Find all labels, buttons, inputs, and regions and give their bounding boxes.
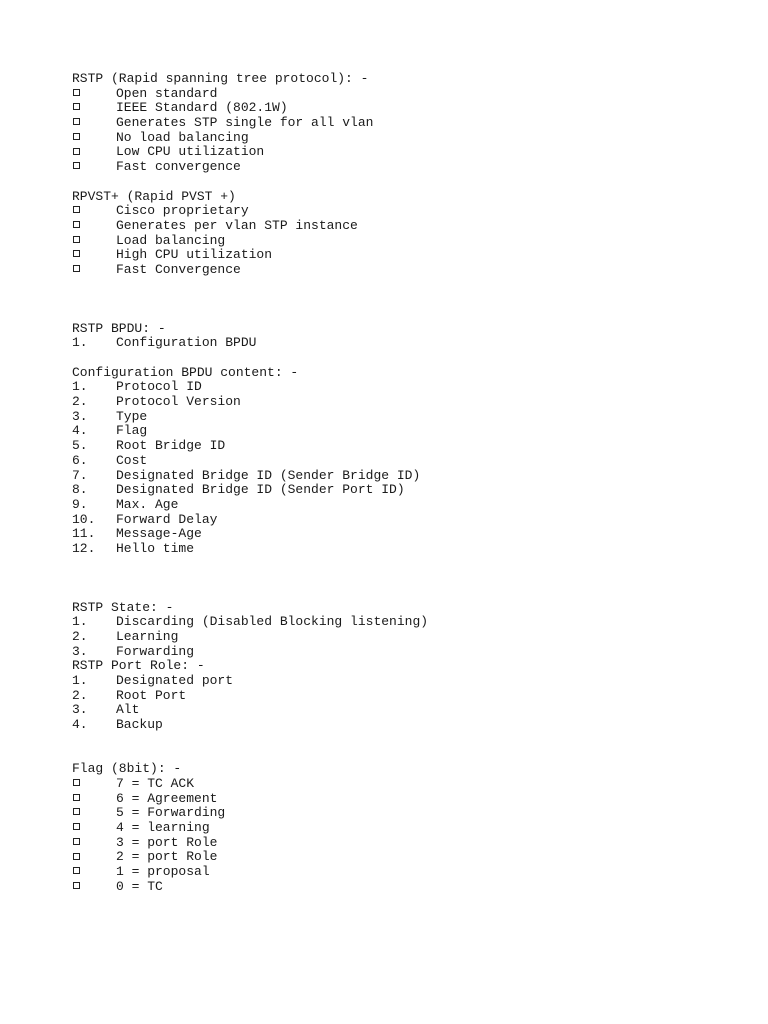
bullet-box-icon (72, 850, 116, 865)
bullet-box-icon (72, 880, 116, 895)
section-heading-rstp: RSTP (Rapid spanning tree protocol): - (72, 71, 369, 86)
spacer (72, 351, 722, 366)
list-item: 9. Max. Age (72, 496, 179, 512)
list-item: 1. Configuration BPDU (72, 335, 257, 351)
bullet-box-icon (72, 87, 116, 102)
bullet-box-icon (72, 806, 116, 821)
section-heading-state: RSTP State: - (72, 599, 174, 615)
list-item: 5 = Forwarding (72, 806, 722, 821)
spacer (72, 175, 722, 190)
list-item: 4. Flag (72, 423, 148, 439)
list-item: 4. Backup (72, 717, 163, 733)
list-item: 5. Root Bridge ID (72, 438, 226, 454)
list-item: 2. Protocol Version (72, 394, 241, 410)
bullet-box-icon (72, 204, 116, 219)
list-item: Low CPU utilization (72, 145, 722, 160)
list-item: High CPU utilization (72, 248, 722, 263)
spacer (72, 557, 722, 601)
list-item: 2. Root Port (72, 687, 187, 703)
list-item: 3. Forwarding (72, 643, 195, 659)
port-role-list (72, 674, 722, 733)
bullet-box-icon (72, 263, 116, 278)
list-item: 1 = proposal (72, 865, 722, 880)
bullet-box-icon (72, 777, 116, 792)
list-item: 1. Discarding (Disabled Blocking listening) (72, 614, 429, 630)
bullet-box-icon (72, 131, 116, 146)
list-item: 2 = port Role (72, 850, 722, 865)
bullet-box-icon (72, 145, 116, 160)
bullet-box-icon (72, 116, 116, 131)
list-item: 3 = port Role (72, 836, 722, 851)
list-item: 0 = TC (72, 880, 722, 895)
list-item: 10. Forward Delay (72, 511, 218, 527)
list-item: 7 = TC ACK (72, 777, 722, 792)
bullet-box-icon (72, 234, 116, 249)
section-heading-port-role: RSTP Port Role: - (72, 658, 205, 674)
list-item: 1. Designated port (72, 673, 234, 689)
bullet-box-icon (72, 821, 116, 836)
bullet-box-icon (72, 101, 116, 116)
list-item: 4 = learning (72, 821, 722, 836)
section-heading-rpvst: RPVST+ (Rapid PVST +) (72, 188, 236, 204)
section-heading-flag: Flag (8bit): - (72, 761, 182, 777)
bullet-box-icon (72, 792, 116, 807)
list-item: 12. Hello time (72, 540, 195, 556)
list-item: Fast Convergence (72, 263, 722, 278)
bullet-box-icon (72, 219, 116, 234)
list-item: Generates per vlan STP instance (72, 219, 722, 234)
bullet-box-icon (72, 836, 116, 851)
list-item: No load balancing (72, 131, 722, 146)
list-item: Open standard (72, 87, 722, 102)
section-heading-bpdu: RSTP BPDU: - (72, 320, 166, 336)
rpvst-list (72, 204, 722, 277)
list-item: IEEE Standard (802.1W) (72, 101, 722, 116)
list-item: 3. Alt (72, 702, 140, 718)
bpdu-list (72, 336, 722, 351)
bullet-box-icon (72, 248, 116, 263)
list-item: 3. Type (72, 408, 148, 424)
state-list (72, 615, 722, 659)
list-item: 11. Message-Age (72, 526, 202, 542)
bullet-box-icon (72, 160, 116, 175)
list-item: 7. Designated Bridge ID (Sender Bridge ID) (72, 467, 421, 483)
list-item: Fast convergence (72, 160, 722, 175)
spacer (72, 278, 722, 322)
list-item: 8. Designated Bridge ID (Sender Port ID) (72, 482, 405, 498)
bullet-box-icon (72, 865, 116, 880)
document-page (72, 72, 722, 895)
list-item: 6 = Agreement (72, 792, 722, 807)
bpdu-content-list (72, 380, 722, 556)
list-item: Load balancing (72, 234, 722, 249)
list-item: 2. Learning (72, 629, 179, 644)
spacer (72, 733, 722, 763)
list-item: 1. Protocol ID (72, 379, 202, 395)
flag-list (72, 777, 722, 895)
rstp-list (72, 87, 722, 175)
list-item: Cisco proprietary (72, 204, 722, 219)
list-item: Generates STP single for all vlan (72, 116, 722, 131)
section-heading-bpdu-content: Configuration BPDU content: - (72, 364, 299, 380)
list-item: 6. Cost (72, 452, 148, 468)
